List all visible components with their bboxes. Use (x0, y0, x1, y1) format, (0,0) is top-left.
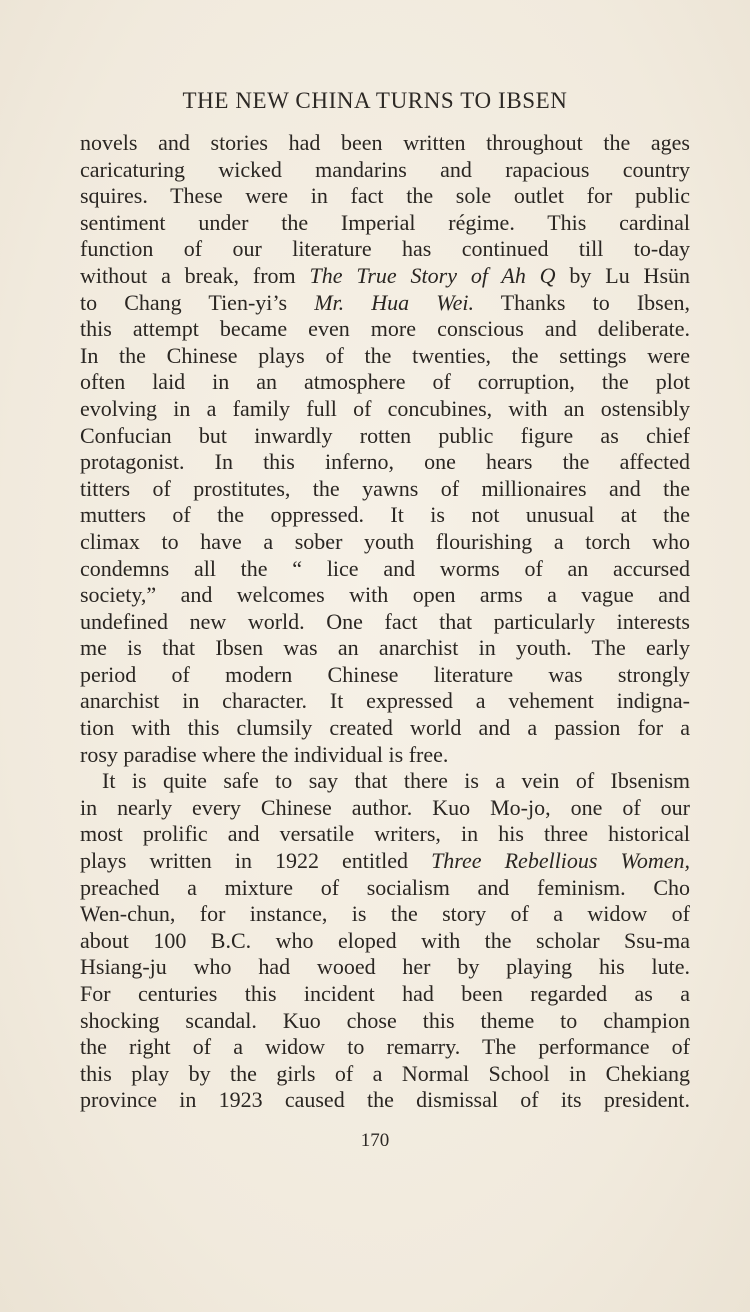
text-line: this play by the girls of a Normal School in Chekiang (80, 1060, 690, 1086)
text-line: period of modern Chinese literature was strongly (80, 661, 690, 687)
book-title: The True Story of Ah Q (309, 262, 556, 288)
text-line: climax to have a sober youth flourishing a torch who (80, 528, 690, 554)
text-line: Hsiang-ju who had wooed her by playing his lute. (80, 954, 690, 980)
text-line: this attempt became even more conscious and deliberate. (80, 316, 690, 342)
text-line (80, 290, 690, 317)
text-line: anarchist in character. It expressed a vehement indigna- (80, 688, 690, 714)
text-run: by Lu Hsün (555, 262, 691, 288)
text-line (80, 263, 690, 290)
text-line: me is that Ibsen was an anarchist in youth. The early (80, 635, 690, 661)
text-line: function of our literature has continued till to-day (80, 236, 690, 262)
text-run: to Chang Tien-yi’s (80, 289, 315, 315)
text-line: Wen-chun, for instance, is the story of a widow of (80, 901, 690, 927)
text-line: caricaturing wicked mandarins and rapacious country (80, 156, 690, 182)
text-line: rosy paradise where the individual is free. (80, 741, 449, 767)
text-line: Confucian but inwardly rotten public figure as chief (80, 422, 690, 448)
running-head: THE NEW CHINA TURNS TO IBSEN (182, 88, 568, 113)
text-line: tion with this clumsily created world and a passion for a (80, 715, 690, 741)
text-line: condemns all the “ lice and worms of an accursed (80, 555, 690, 581)
text-line: evolving in a family full of concubines, with an ostensibly (80, 395, 690, 421)
text-line: mutters of the oppressed. It is not unusual at the (80, 502, 690, 528)
text-line: undefined new world. One fact that particularly interests (80, 608, 690, 634)
body-text (80, 130, 690, 1114)
text-line: sentiment under the Imperial régime. This cardinal (80, 209, 690, 235)
text-line: shocking scandal. Kuo chose this theme to champion (80, 1007, 690, 1033)
text-line: in nearly every Chinese author. Kuo Mo-jo, one of our (80, 794, 690, 820)
text-line: society,” and welcomes with open arms a vague and (80, 582, 690, 608)
text-line: In the Chinese plays of the twenties, the settings were (80, 342, 690, 368)
text-line: the right of a widow to remarry. The performance of (80, 1034, 690, 1060)
text-line: province in 1923 caused the dismissal of its president. (80, 1087, 690, 1113)
book-title: Mr. Hua Wei. (314, 289, 474, 315)
text-run: Thanks to Ibsen, (473, 289, 690, 315)
text-run: without a break, from (80, 262, 310, 288)
text-line (80, 848, 690, 875)
text-line: often laid in an atmosphere of corruption, the plot (80, 369, 690, 395)
text-line: novels and stories had been written throughout the ages (80, 130, 690, 155)
text-line: preached a mixture of socialism and feminism. Cho (80, 874, 690, 900)
text-line: titters of prostitutes, the yawns of millionaires and the (80, 475, 690, 501)
text-line: protagonist. In this inferno, one hears the affected (80, 449, 690, 475)
page-number: 170 (360, 1130, 390, 1151)
text-line: It is quite safe to say that there is a vein of Ibsenism (102, 768, 690, 794)
book-title: Three Rebellious Women, (431, 848, 690, 874)
text-line: squires. These were in fact the sole outlet for public (80, 183, 690, 209)
text-line: about 100 B.C. who eloped with the scholar Ssu-ma (80, 927, 690, 953)
text-line: most prolific and versatile writers, in his three historical (80, 821, 690, 847)
text-run: plays written in 1922 entitled (80, 848, 432, 874)
text-line: For centuries this incident had been regarded as a (80, 981, 690, 1006)
